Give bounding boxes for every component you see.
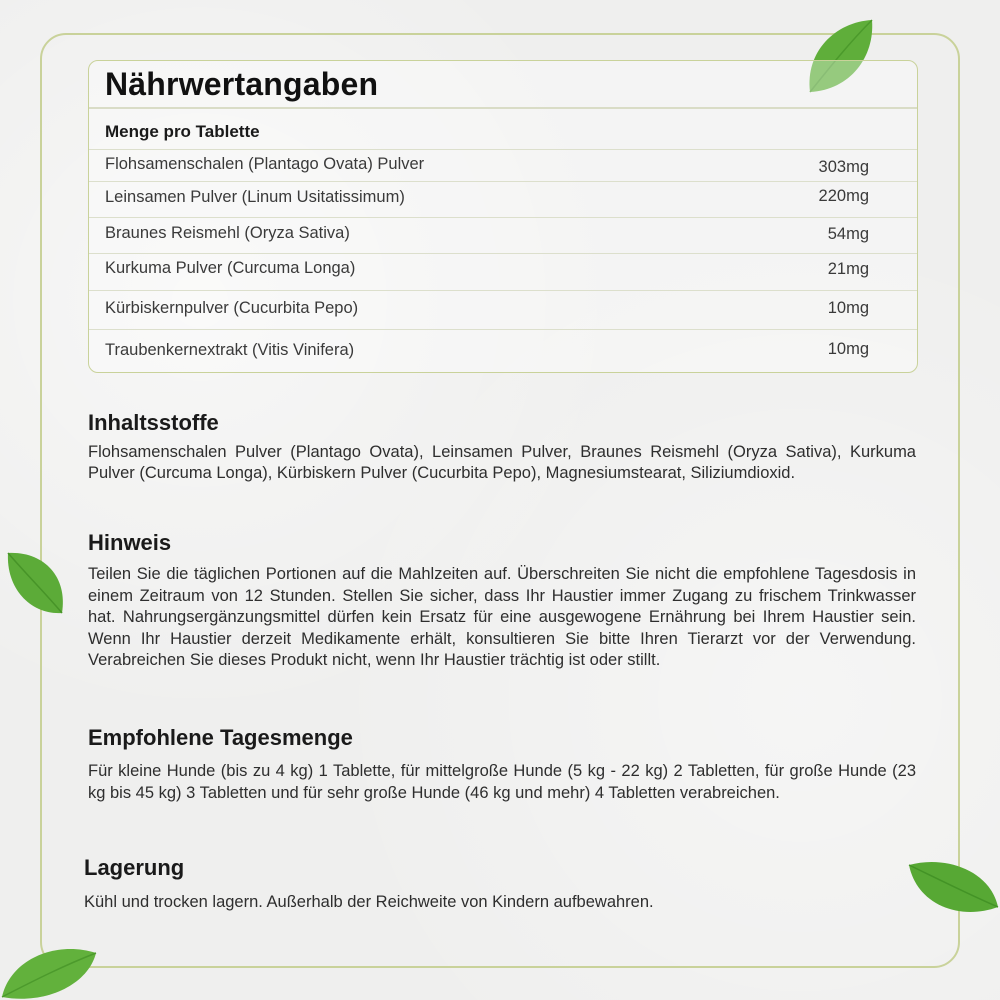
nutrition-title: Nährwertangaben — [105, 66, 379, 102]
row-name: Braunes Reismehl (Oryza Sativa) — [105, 224, 350, 242]
row-name: Kurkuma Pulver (Curcuma Longa) — [105, 259, 356, 277]
row-name: Leinsamen Pulver (Linum Usitatissimum) — [105, 188, 405, 206]
row-value: 10mg — [827, 299, 869, 317]
row-name: Kürbiskernpulver (Cucurbita Pepo) — [105, 299, 359, 317]
ingredients-title: Inhaltsstoffe — [88, 410, 219, 435]
leaf-left-middle-icon — [2, 545, 72, 620]
row-name: Flohsamenschalen (Plantago Ovata) Pulver — [105, 155, 425, 173]
storage-title: Lagerung — [84, 855, 185, 880]
storage-text: Kühl und trocken lagern. Außerhalb der Reichweite von Kindern aufbewahren. — [84, 893, 654, 911]
row-value: 220mg — [818, 187, 869, 205]
table-row — [89, 329, 917, 371]
table-row — [89, 253, 917, 289]
table-row — [89, 149, 917, 183]
row-value: 10mg — [827, 340, 869, 358]
row-name: Traubenkernextrakt (Vitis Vinifera) — [105, 341, 355, 359]
row-value: 54mg — [827, 225, 869, 243]
ingredients-text: Flohsamenschalen Pulver (Plantago Ovata), Leinsamen Pulver, Braunes Reismehl (Oryza Sativa), Kurkuma Pulver (Curcuma Longa), Kürbiskern Pulver (Cucurbita Pepo), Magnesiumstearat, Siliziumdioxid. — [88, 443, 916, 482]
leaf-bottom-right-icon — [905, 855, 1000, 925]
dosage-title: Empfohlene Tagesmenge — [88, 725, 353, 750]
per-unit-label: Menge pro Tablette — [105, 122, 260, 141]
table-row — [89, 290, 917, 328]
dosage-text: Für kleine Hunde (bis zu 4 kg) 1 Tablette, für mittelgroße Hunde (5 kg - 22 kg) 2 Tabletten, für große Hunde (23 kg bis 45 kg) 3 Tabletten und für sehr große Hunde (46 kg und mehr) 4 Tabletten verabreichen. — [88, 762, 916, 802]
leaf-bottom-left-icon — [0, 935, 100, 1000]
table-row — [89, 217, 917, 253]
notice-title: Hinweis — [88, 530, 172, 555]
nutrition-table — [88, 60, 918, 373]
notice-text: Teilen Sie die täglichen Portionen auf die Mahlzeiten auf. Überschreiten Sie nicht die empfohlene Tagesdosis in einem Zeitraum von 12 Stunden. Stellen Sie sicher, dass Ihr Haustier immer Zugang zu frischem Trinkwasser hat. Nahrungsergänzungsmittel dürfen kein Ersatz für eine ausgewogene Ernährung bei Ihrem Haustier sein. Wenn Ihr Haustier derzeit Medikamente erhält, konsultieren Sie bitte Ihren Tierarzt vor der Verwendung. Verabreichen Sie dieses Produkt nicht, wenn Ihr Haustier trächtig ist oder stillt. — [88, 565, 916, 669]
table-row — [89, 181, 917, 217]
title-divider — [89, 107, 917, 109]
row-value: 21mg — [827, 260, 869, 278]
row-value: 303mg — [818, 158, 869, 176]
